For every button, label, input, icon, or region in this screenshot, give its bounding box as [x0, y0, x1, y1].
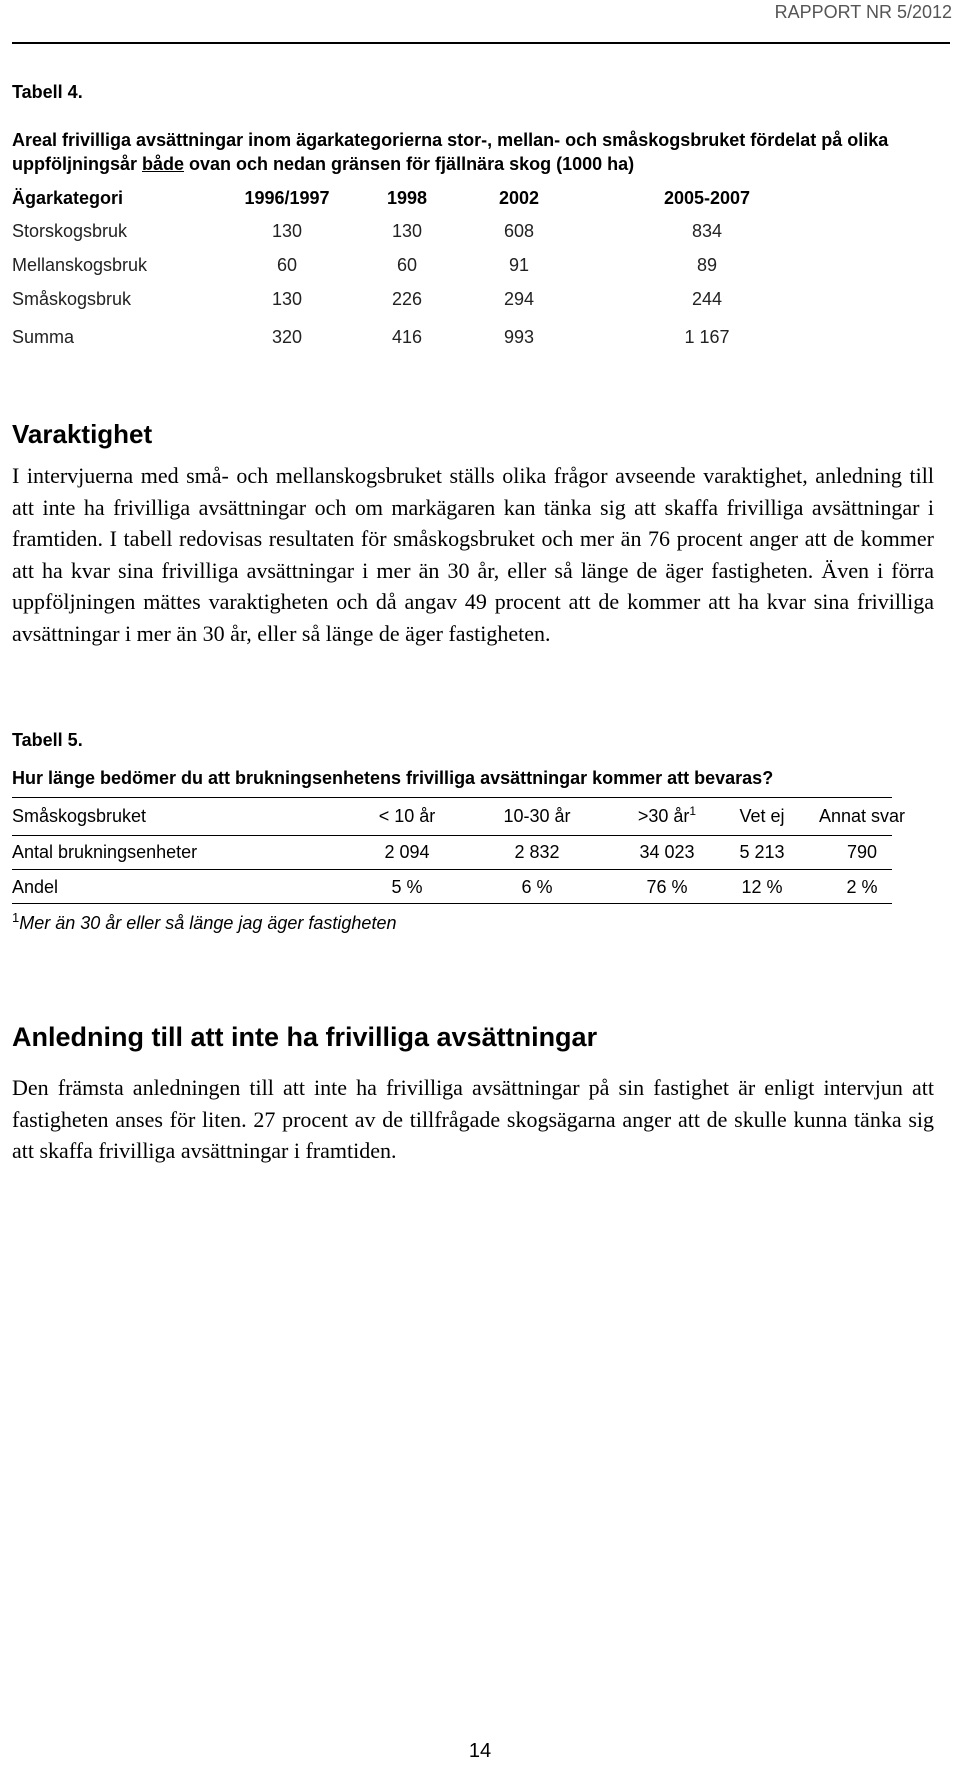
table4-caption	[12, 128, 947, 176]
table4-header-cell: 2005-2007	[663, 188, 751, 208]
table5-cell: 34 023	[639, 842, 695, 862]
table4-caption-part2: ovan och nedan gränsen för fjällnära skog (1000 ha)	[184, 154, 635, 174]
table5-footnote	[12, 910, 396, 934]
section-heading-anledning: Anledning till att inte ha frivilliga avsättningar	[12, 1022, 598, 1052]
table4-cell: 130	[271, 289, 303, 309]
table5-label: Tabell 5.	[12, 730, 83, 750]
table4-cell: 608	[503, 221, 535, 241]
table5-header-cell: 10-30 år	[503, 806, 571, 826]
table5-top-rule	[12, 797, 892, 798]
table4-cell: Summa	[12, 327, 75, 347]
table4-cell: 320	[271, 327, 303, 347]
running-header: RAPPORT NR 5/2012	[774, 2, 952, 22]
table5-header-cell: < 10 år	[378, 806, 436, 826]
table5-header-cell: Vet ej	[739, 806, 785, 826]
footnote-marker: 1	[12, 910, 20, 925]
body-paragraph: Den främsta anledningen till att inte ha frivilliga avsättningar på sin fastighet är enligt intervjun att fastigheten anses för liten. 27 procent av de tillfrågade skogsägarna anger att de skulle kunna tänka sig att skaffa frivilliga avsättningar i framtiden.	[12, 1075, 934, 1163]
page-number: 14	[468, 1740, 492, 1762]
table4-cell: 60	[276, 255, 298, 275]
table5-header-row	[12, 804, 906, 838]
table4-cell: Storskogsbruk	[12, 221, 128, 241]
table-row	[12, 327, 852, 359]
table5-row-rule	[12, 869, 892, 870]
table5-header-cell: Annat svar	[818, 806, 906, 826]
table4-cell: 130	[271, 221, 303, 241]
table4-header-row	[12, 188, 852, 220]
table4-cell: Mellanskogsbruk	[12, 255, 148, 275]
table4-cell: 993	[503, 327, 535, 347]
table5-header-cell: Småskogsbruket	[12, 806, 147, 826]
table5-bottom-rule	[12, 903, 892, 904]
table-row	[12, 289, 852, 321]
table4-caption-underlined: både	[142, 154, 185, 174]
table4-header-cell: 1998	[386, 188, 428, 208]
table5-cell: 5 %	[391, 877, 423, 897]
footnote-marker: 1	[689, 804, 697, 818]
table4-cell: 89	[696, 255, 718, 275]
table4-caption-part1: Areal frivilliga avsättningar inom ägarkategorierna stor-, mellan- och småskogsbruket fördelat på olika uppföljningsår	[12, 130, 889, 174]
table5-cell: 2 094	[384, 842, 430, 862]
header-rule	[12, 42, 950, 44]
section-heading-varaktighet: Varaktighet	[12, 419, 153, 449]
table4-cell: 226	[391, 289, 423, 309]
table5-cell: 2 %	[846, 877, 878, 897]
table4-cell: Småskogsbruk	[12, 289, 132, 309]
table-row	[12, 221, 852, 253]
table5-cell: 12 %	[741, 877, 783, 897]
table5-cell: 6 %	[521, 877, 553, 897]
body-paragraph: I intervjuerna med små- och mellanskogsbruket ställs olika frågor avseende varaktighet, anledning till att inte ha frivilliga avsättningar och om markägaren kan tänka sig att skaffa frivilliga avsättningar i framtiden. I tabell redovisas resultaten för småskogsbruket och mer än 76 procent anger att de kommer att ha kvar sina frivilliga avsättningar i mer än 30 år, eller så länge de äger fastigheten. Även i förra uppföljningen mättes varaktigheten och då angav 49 procent att de kommer att ha kvar sina frivilliga avsättningar i mer än 30 år, eller så länge de äger fastigheten.	[12, 463, 934, 646]
table4-header-cell: Ägarkategori	[12, 188, 124, 208]
table4-cell: 1 167	[684, 327, 730, 347]
table5-cell: 2 832	[514, 842, 560, 862]
table5-header-text: >30 år	[637, 806, 690, 826]
table5-header-rule	[12, 835, 892, 836]
table4-cell: 294	[503, 289, 535, 309]
table5-cell: 5 213	[739, 842, 785, 862]
table5-caption: Hur länge bedömer du att brukningsenhetens frivilliga avsättningar kommer att bevaras?	[12, 768, 774, 788]
table4-cell: 91	[508, 255, 530, 275]
table4-label: Tabell 4.	[12, 82, 83, 102]
table-row	[12, 255, 852, 287]
table4-cell: 60	[396, 255, 418, 275]
table4-cell: 834	[691, 221, 723, 241]
table4-header-cell: 2002	[498, 188, 540, 208]
table4-header-cell: 1996/1997	[244, 188, 330, 208]
table-row	[12, 877, 892, 909]
table5-cell: Antal brukningsenheter	[12, 842, 198, 862]
table5-cell: Andel	[12, 877, 59, 897]
footnote-text: Mer än 30 år eller så länge jag äger fastigheten	[19, 913, 397, 933]
table4	[12, 188, 852, 359]
table4-cell: 130	[391, 221, 423, 241]
table5-cell: 76 %	[646, 877, 688, 897]
table5-cell: 790	[846, 842, 878, 862]
table4-cell: 416	[391, 327, 423, 347]
table4-cell: 244	[691, 289, 723, 309]
